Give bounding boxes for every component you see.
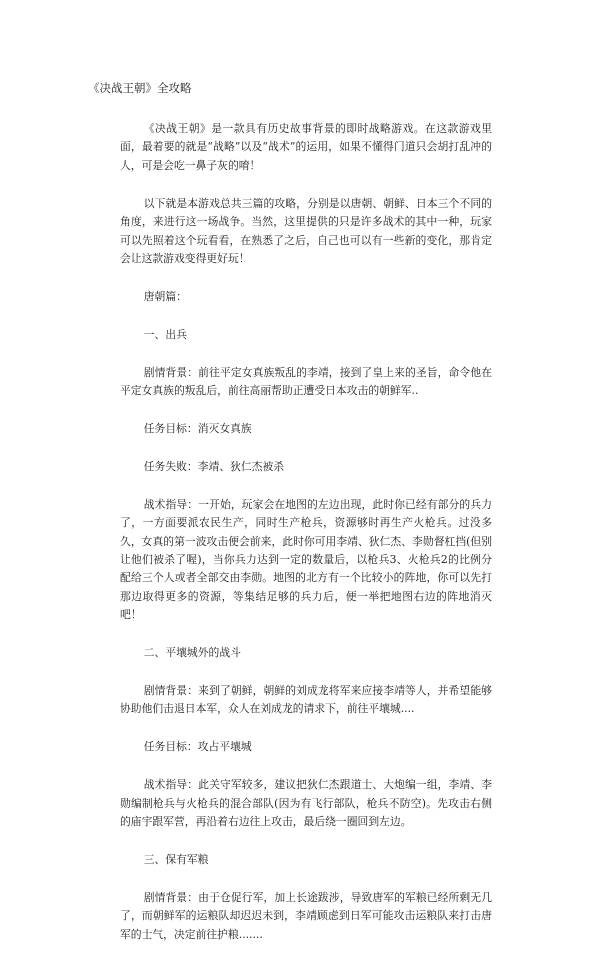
chapter3-background: 剧情背景：由于仓促行军，加上长途跋涉，导致唐军的军粮已经所剩无几了，而朝鲜军的运粮队却迟迟未到，李靖顾虑到日军可能攻击运粮队来打击唐军的士气，决定前往护粮....... bbox=[120, 890, 492, 941]
chapter2-tactics: 战术指导：此关守军较多，建议把狄仁杰跟道士、大炮编一组，李靖、李勋编制枪兵与火枪兵的混合部队(因为有飞行部队，枪兵不防空)。先攻击右侧的庙宇跟军营，再沿着右边往上攻击，最后绕一圈回到左边。 bbox=[120, 778, 492, 829]
chapter-heading-3: 三、保有军粮 bbox=[143, 852, 209, 866]
chapter1-tactics: 战术指导：一开始，玩家会在地图的左边出现，此时你已经有部分的兵力了，一方面要派农民生产，同时生产枪兵，资源够时再生产火枪兵。过没多久，女真的第一波攻击便会前来，此时你可用李靖、狄仁杰、李勋督杠挡(但别让他们被杀了喔)，当你兵力达到一定的数量后，以枪兵3、火枪兵2的比例分配给三个人或者全部交由李勋。地图的北方有一个比较小的阵地，你可以先打那边取得更多的资源，等集结足够的兵力后，便一举把地图右边的阵地消灭吧！ bbox=[120, 497, 492, 622]
section-heading-tang: 唐朝篇： bbox=[143, 289, 187, 303]
chapter2-background: 剧情背景：来到了朝鲜，朝鲜的刘成龙将军来应接李靖等人，并希望能够协助他们击退日本军，众人在刘成龙的请求下，前往平壤城.... bbox=[120, 684, 492, 716]
chapter-heading-2: 二、平壤城外的战斗 bbox=[143, 646, 241, 660]
document-body bbox=[120, 120, 492, 964]
overview-paragraph: 以下就是本游戏总共三篇的攻略，分别是以唐朝、朝鲜、日本三个不同的角度，来进行这一场战争。当然，这里提供的只是许多战术的其中一种，玩家可以先照着这个玩看看，在熟悉了之后，自己也可以有一些新的变化，那肯定会让这款游戏变得更好玩！ bbox=[120, 196, 492, 265]
chapter1-failure: 任务失败：李靖、狄仁杰被杀 bbox=[143, 459, 285, 473]
intro-paragraph: 《决战王朝》是一款具有历史故事背景的即时战略游戏。在这款游戏里面，最着要的就是“战略”以及“战术”的运用，如果不懂得门道只会胡打乱冲的人，可是会吃一鼻子灰的唷！ bbox=[120, 122, 492, 172]
chapter-heading-1: 一、出兵 bbox=[143, 327, 187, 341]
page-title: 《决战王朝》全攻略 bbox=[88, 81, 192, 95]
chapter2-objective: 任务目标：攻占平壤城 bbox=[143, 740, 252, 754]
chapter1-background: 剧情背景：前往平定女真族叛乱的李靖，接到了皇上来的圣旨，命令他在平定女真族的叛乱后，前往高丽帮助正遭受日本攻击的朝鲜军.. bbox=[120, 365, 492, 398]
chapter1-objective: 任务目标：消灭女真族 bbox=[143, 421, 252, 435]
